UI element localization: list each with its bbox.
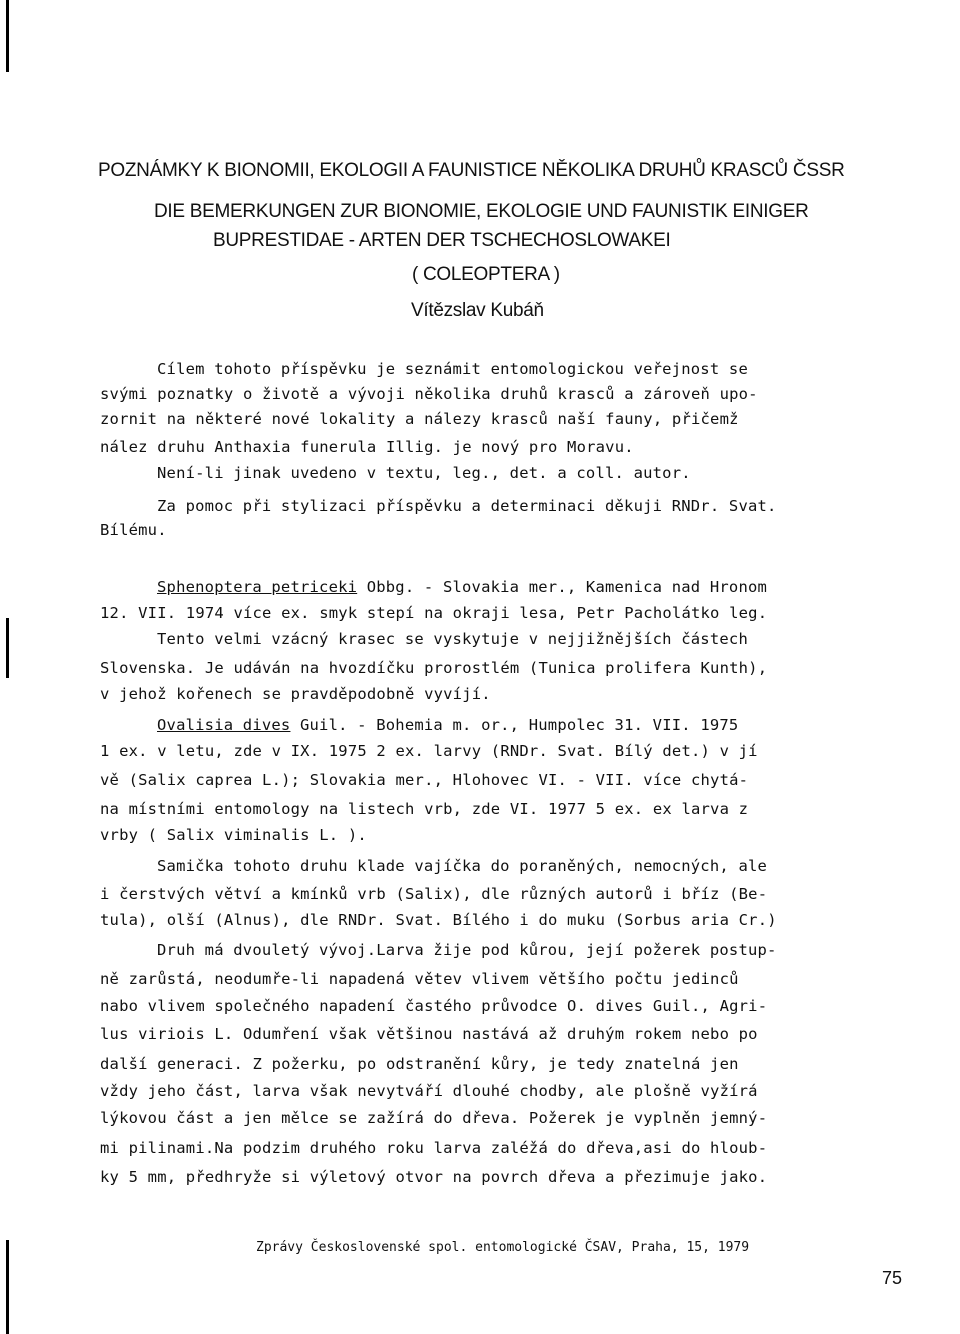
ovalisia-para3-line-6: vždy jeho část, larva však nevytváří dlouhé chodby, ale plošně vyžírá bbox=[100, 1082, 758, 1100]
title-czech: POZNÁMKY K BIONOMII, EKOLOGII A FAUNISTICE NĚKOLIKA DRUHŮ KRASCŮ ČSSR bbox=[98, 160, 845, 181]
ovalisia-para3-line-2: ně zarůstá, neodumře-li napadená větev vlivem většího počtu jedinců bbox=[100, 970, 739, 988]
order-name: ( COLEOPTERA ) bbox=[412, 264, 560, 285]
intro-line-6: Za pomoc při stylizaci příspěvku a determinaci děkuji RNDr. Svat. bbox=[157, 497, 777, 515]
intro-line-3: zornit na některé nové lokality a nálezy krasců naší fauny, přičemž bbox=[100, 410, 739, 428]
ovalisia-para3-line-9: ky 5 mm, předhryže si výletový otvor na povrch dřeva a přezimuje jako. bbox=[100, 1168, 768, 1186]
sphenoptera-line-1 bbox=[157, 578, 767, 596]
scan-mark-mid-left bbox=[6, 618, 9, 678]
sphenoptera-line-5: v jehož kořenech se pravděpodobně vyvíjí. bbox=[100, 685, 491, 703]
ovalisia-para2-line-3: tula), olší (Alnus), dle RNDr. Svat. Bílého i do muku (Sorbus aria Cr.) bbox=[100, 911, 777, 929]
sphenoptera-line-3: Tento velmi vzácný krasec se vyskytuje v nejjižnějších částech bbox=[157, 630, 748, 648]
intro-line-1: Cílem tohoto příspěvku je seznámit entomologickou veřejnost se bbox=[157, 360, 748, 378]
ovalisia-para3-line-3: nabo vlivem společného napadení častého průvodce O. dives Guil., Agri- bbox=[100, 997, 768, 1015]
ovalisia-para3-line-7: lýkovou část a jen mělce se zažírá do dřeva. Požerek je vyplněn jemný- bbox=[100, 1109, 768, 1127]
ovalisia-para3-line-1: Druh má dvouletý vývoj.Larva žije pod kůrou, její požerek postup- bbox=[157, 941, 777, 959]
ovalisia-line-3: vě (Salix caprea L.); Slovakia mer., Hlohovec VI. - VII. více chytá- bbox=[100, 771, 749, 789]
title-german-line-2: BUPRESTIDAE - ARTEN DER TSCHECHOSLOWAKEI bbox=[213, 230, 671, 251]
page-number: 75 bbox=[882, 1268, 903, 1288]
ovalisia-para3-line-4: lus viriois L. Odumření však většinou nastává až druhým rokem nebo po bbox=[100, 1025, 758, 1043]
ovalisia-line-5: vrby ( Salix viminalis L. ). bbox=[100, 826, 367, 844]
scan-mark-bottom-left bbox=[6, 1240, 9, 1334]
scan-mark-top-left bbox=[6, 0, 9, 72]
ovalisia-line-4: na místními entomology na listech vrb, zde VI. 1977 5 ex. ex larva z bbox=[100, 800, 749, 818]
title-german-line-1: DIE BEMERKUNGEN ZUR BIONOMIE, EKOLOGIE UND FAUNISTIK EINIGER bbox=[154, 201, 809, 222]
sphenoptera-locality: Obbg. - Slovakia mer., Kamenica nad Hronom bbox=[357, 578, 768, 596]
ovalisia-locality: Guil. - Bohemia m. or., Humpolec 31. VII. 1975 bbox=[290, 716, 739, 734]
ovalisia-para2-line-1: Samička tohoto druhu klade vajíčka do poraněných, nemocných, ale bbox=[157, 857, 768, 875]
journal-citation: Zprávy Československé spol. entomologické ČSAV, Praha, 15, 1979 bbox=[256, 1240, 750, 1255]
intro-line-5: Není-li jinak uvedeno v textu, leg., det. a coll. autor. bbox=[157, 464, 691, 482]
intro-line-2: svými poznatky o životě a vývoji několika druhů krasců a zároveň upo- bbox=[100, 385, 758, 403]
ovalisia-para3-line-8: mi pilinami.Na podzim druhého roku larva zaléžá do dřeva,asi do hloub- bbox=[100, 1139, 768, 1157]
sphenoptera-line-4: Slovenska. Je udáván na hvozdíčku prorostlém (Tunica prolifera Kunth), bbox=[100, 659, 768, 677]
ovalisia-line-1 bbox=[157, 716, 738, 734]
species-name-ovalisia: Ovalisia dives bbox=[157, 716, 291, 734]
ovalisia-para2-line-2: i čerstvých větví a kmínků vrb (Salix), dle různých autorů i bříz (Be- bbox=[100, 885, 768, 903]
ovalisia-para3-line-5: další generaci. Z požerku, po odstranění kůry, je tedy znatelná jen bbox=[100, 1055, 739, 1073]
sphenoptera-line-2: 12. VII. 1974 více ex. smyk stepí na okraji lesa, Petr Pacholátko leg. bbox=[100, 604, 768, 622]
ovalisia-line-2: 1 ex. v letu, zde v IX. 1975 2 ex. larvy (RNDr. Svat. Bílý det.) v jí bbox=[100, 742, 758, 760]
intro-line-7: Bílému. bbox=[100, 521, 167, 539]
intro-line-4: nález druhu Anthaxia funerula Illig. je nový pro Moravu. bbox=[100, 438, 634, 456]
species-name-sphenoptera: Sphenoptera petriceki bbox=[157, 578, 358, 596]
author-name: Vítězslav Kubáň bbox=[411, 300, 544, 321]
